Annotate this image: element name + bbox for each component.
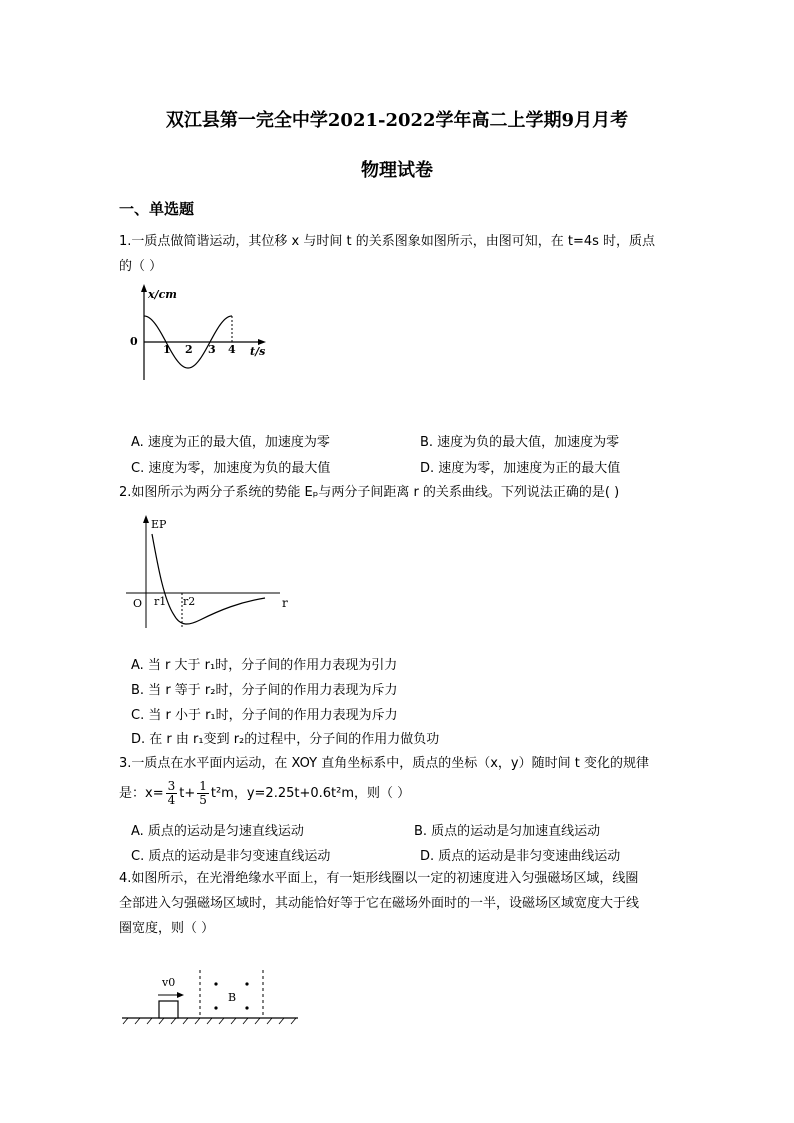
q1-option-b[interactable]: B. 速度为负的最大值，加速度为零 — [420, 435, 620, 450]
q2-option-c[interactable]: C. 当 r 小于 r₁时，分子间的作用力表现为斥力 — [131, 708, 398, 723]
q2-r1-label: r1 — [154, 595, 167, 608]
q1-origin: 0 — [130, 335, 138, 348]
q4-field-label: B — [228, 991, 237, 1004]
q2-option-a[interactable]: A. 当 r 大于 r₁时，分子间的作用力表现为引力 — [131, 658, 398, 673]
q3-fraction-1 — [166, 780, 178, 807]
q3-frac2-num: 1 — [199, 779, 207, 793]
q3-prefix: 是：x= — [119, 786, 164, 801]
q1-option-d[interactable]: D. 速度为零，加速度为正的最大值 — [420, 461, 621, 476]
ground-hatching — [123, 1018, 296, 1024]
q2-origin: O — [133, 597, 143, 610]
q2-y-label: EP — [151, 518, 167, 531]
q1-y-label: x/cm — [148, 288, 177, 301]
q4-stem-line3: 圈宽度，则（ ） — [119, 921, 215, 936]
q2-option-b[interactable]: B. 当 r 等于 r₂时，分子间的作用力表现为斥力 — [131, 683, 398, 698]
q3-fraction-2 — [197, 780, 209, 807]
q2-option-d[interactable]: D. 在 r 由 r₁变到 r₂的过程中，分子间的作用力做负功 — [131, 732, 440, 747]
q1-sine-graph — [120, 282, 280, 387]
q3-option-b[interactable]: B. 质点的运动是匀加速直线运动 — [414, 824, 601, 839]
q3-frac2-den: 5 — [199, 793, 207, 807]
page-subtitle: 物理试卷 — [361, 160, 433, 181]
section-heading: 一、单选题 — [119, 200, 195, 218]
q4-stem-line1: 4.如图所示，在光滑绝缘水平面上，有一矩形线圈以一定的初速度进入匀强磁场区域，线圈 — [119, 871, 639, 886]
q2-x-label: r — [282, 596, 288, 610]
q1-tick-1: 1 — [163, 343, 171, 356]
q3-option-c[interactable]: C. 质点的运动是非匀变速直线运动 — [131, 849, 331, 864]
q1-x-label: t/s — [250, 345, 266, 358]
q2-potential-graph — [120, 512, 300, 632]
q3-stem-line2 — [119, 779, 410, 809]
q3-frac1-den: 4 — [167, 793, 176, 807]
q1-stem-line2: 的（ ） — [119, 259, 163, 274]
q3-mid: t+ — [179, 786, 196, 801]
q1-stem-line1: 1.一质点做简谐运动，其位移 x 与时间 t 的关系图象如图所示，由图可知，在 t=4s 时，质点 — [119, 234, 656, 249]
page-title: 双江县第一完全中学2021-2022学年高二上学期9月月考 — [165, 110, 629, 131]
q1-tick-3: 3 — [208, 343, 216, 356]
q1-option-a[interactable]: A. 速度为正的最大值，加速度为零 — [131, 435, 330, 450]
q4-v-label: v0 — [162, 976, 176, 989]
q3-suffix: t²m，y=2.25t+0.6t²m，则（ ） — [210, 786, 411, 801]
q2-stem: 2.如图所示为两分子系统的势能 Eₚ与两分子间距离 r 的关系曲线。下列说法正确的是( ) — [119, 485, 620, 500]
coil-rect — [159, 1001, 178, 1018]
q3-frac1-num: 3 — [167, 779, 176, 793]
q1-tick-4: 4 — [228, 343, 236, 356]
q1-tick-2: 2 — [185, 343, 193, 356]
q1-option-c[interactable]: C. 速度为零，加速度为负的最大值 — [131, 461, 331, 476]
q3-option-d[interactable]: D. 质点的运动是非匀变速曲线运动 — [420, 849, 621, 864]
q3-option-a[interactable]: A. 质点的运动是匀速直线运动 — [131, 824, 304, 839]
q4-stem-line2: 全部进入匀强磁场区域时，其动能恰好等于它在磁场外面时的一半，设磁场区域宽度大于线 — [119, 896, 640, 911]
q4-magnetic-field-figure — [120, 968, 300, 1028]
q3-stem-line1: 3.一质点在水平面内运动，在 XOY 直角坐标系中，质点的坐标（x，y）随时间 t 变化的规律 — [119, 756, 649, 771]
q2-r2-label: r2 — [183, 595, 196, 608]
